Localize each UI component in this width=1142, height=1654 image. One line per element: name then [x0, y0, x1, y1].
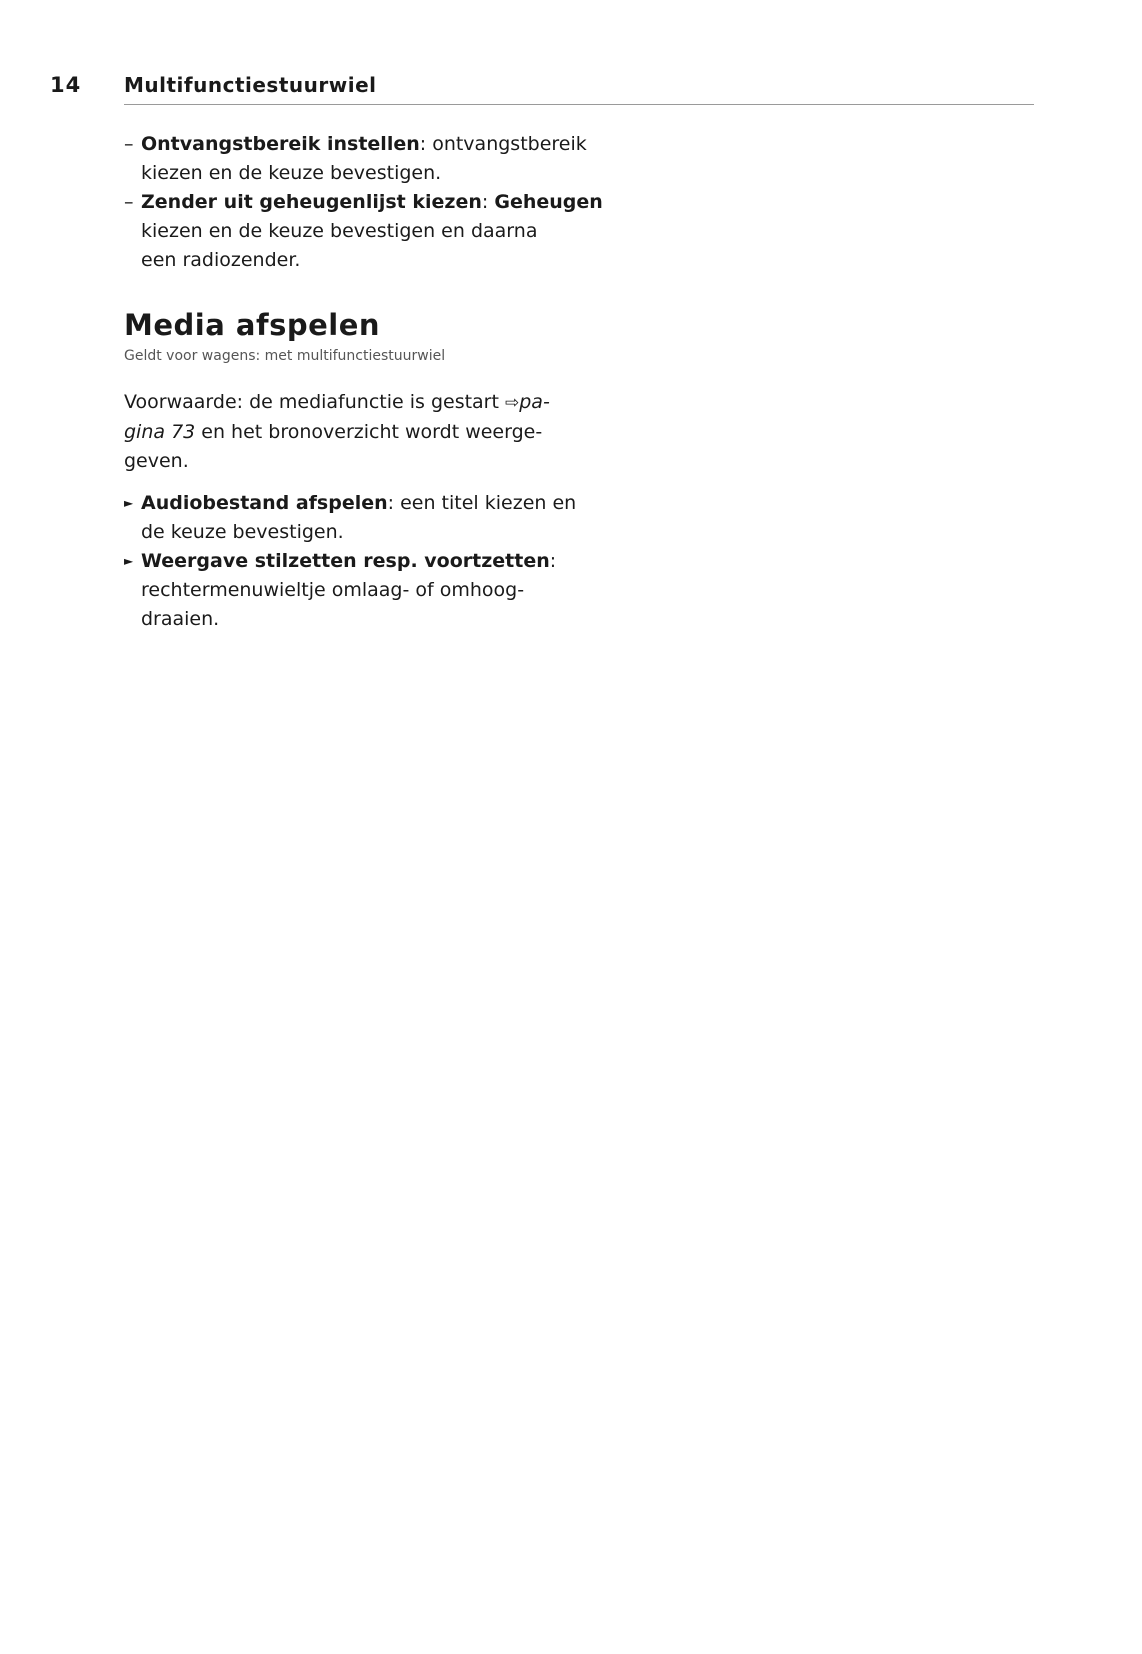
header-divider: [124, 104, 1034, 105]
step-text-part: :: [549, 550, 557, 572]
page-number: 14: [50, 73, 82, 97]
precondition-text: geven.: [124, 450, 189, 472]
list-item: [124, 130, 587, 188]
list-item-bold-label: Geheugen: [494, 191, 603, 213]
triangle-bullet-icon: ►: [124, 554, 134, 568]
list-item-bold-label: Zender uit geheugenlijst kiezen: [141, 191, 482, 213]
list-item-bold-label: Ontvangstbereik instellen: [141, 133, 420, 155]
section-title: Media afspelen: [124, 308, 381, 342]
precondition-paragraph: [124, 388, 564, 476]
step-bold-label: Weergave stilzetten resp. voortzetten: [141, 550, 550, 572]
step-item: [124, 547, 564, 634]
list-item: [124, 188, 603, 275]
step-text: [141, 489, 577, 547]
step-text-part: rechtermenuwieltje omlaag- of omhoog-: [141, 579, 525, 601]
section-applicability-note: Geldt voor wagens: met multifunctiestuurwiel: [124, 348, 446, 364]
precondition-text: en het bronoverzicht wordt weerge-: [195, 421, 543, 443]
step-text: [141, 547, 564, 634]
list-item-text-part: : ontvangstbereik: [419, 133, 587, 155]
step-text-part: de keuze bevestigen.: [141, 521, 344, 543]
precondition-text: Voorwaarde: de mediafunctie is gestart: [124, 391, 505, 413]
triangle-bullet-icon: ►: [124, 496, 134, 510]
list-item-text-part: een radiozender.: [141, 249, 301, 271]
list-item-text-part: kiezen en de keuze bevestigen.: [141, 162, 442, 184]
list-item-separator: :: [481, 191, 495, 213]
chapter-title: Multifunctiestuurwiel: [124, 73, 377, 97]
dash-marker: –: [124, 133, 134, 155]
arrow-right-icon: ⇨: [504, 393, 520, 413]
list-item-text: [141, 188, 603, 275]
list-item-text: [141, 130, 587, 188]
main-column: [124, 130, 603, 634]
step-bold-label: Audiobestand afspelen: [141, 492, 388, 514]
step-item: [124, 489, 577, 547]
list-item-text-part: kiezen en de keuze bevestigen en daarna: [141, 220, 538, 242]
dash-marker: –: [124, 191, 134, 213]
page-reference-link[interactable]: gina 73: [124, 421, 196, 443]
page-reference-link[interactable]: pa-: [519, 391, 550, 413]
step-text-part: : een titel kiezen en: [387, 492, 577, 514]
step-text-part: draaien.: [141, 608, 220, 630]
step-list: [124, 489, 577, 634]
